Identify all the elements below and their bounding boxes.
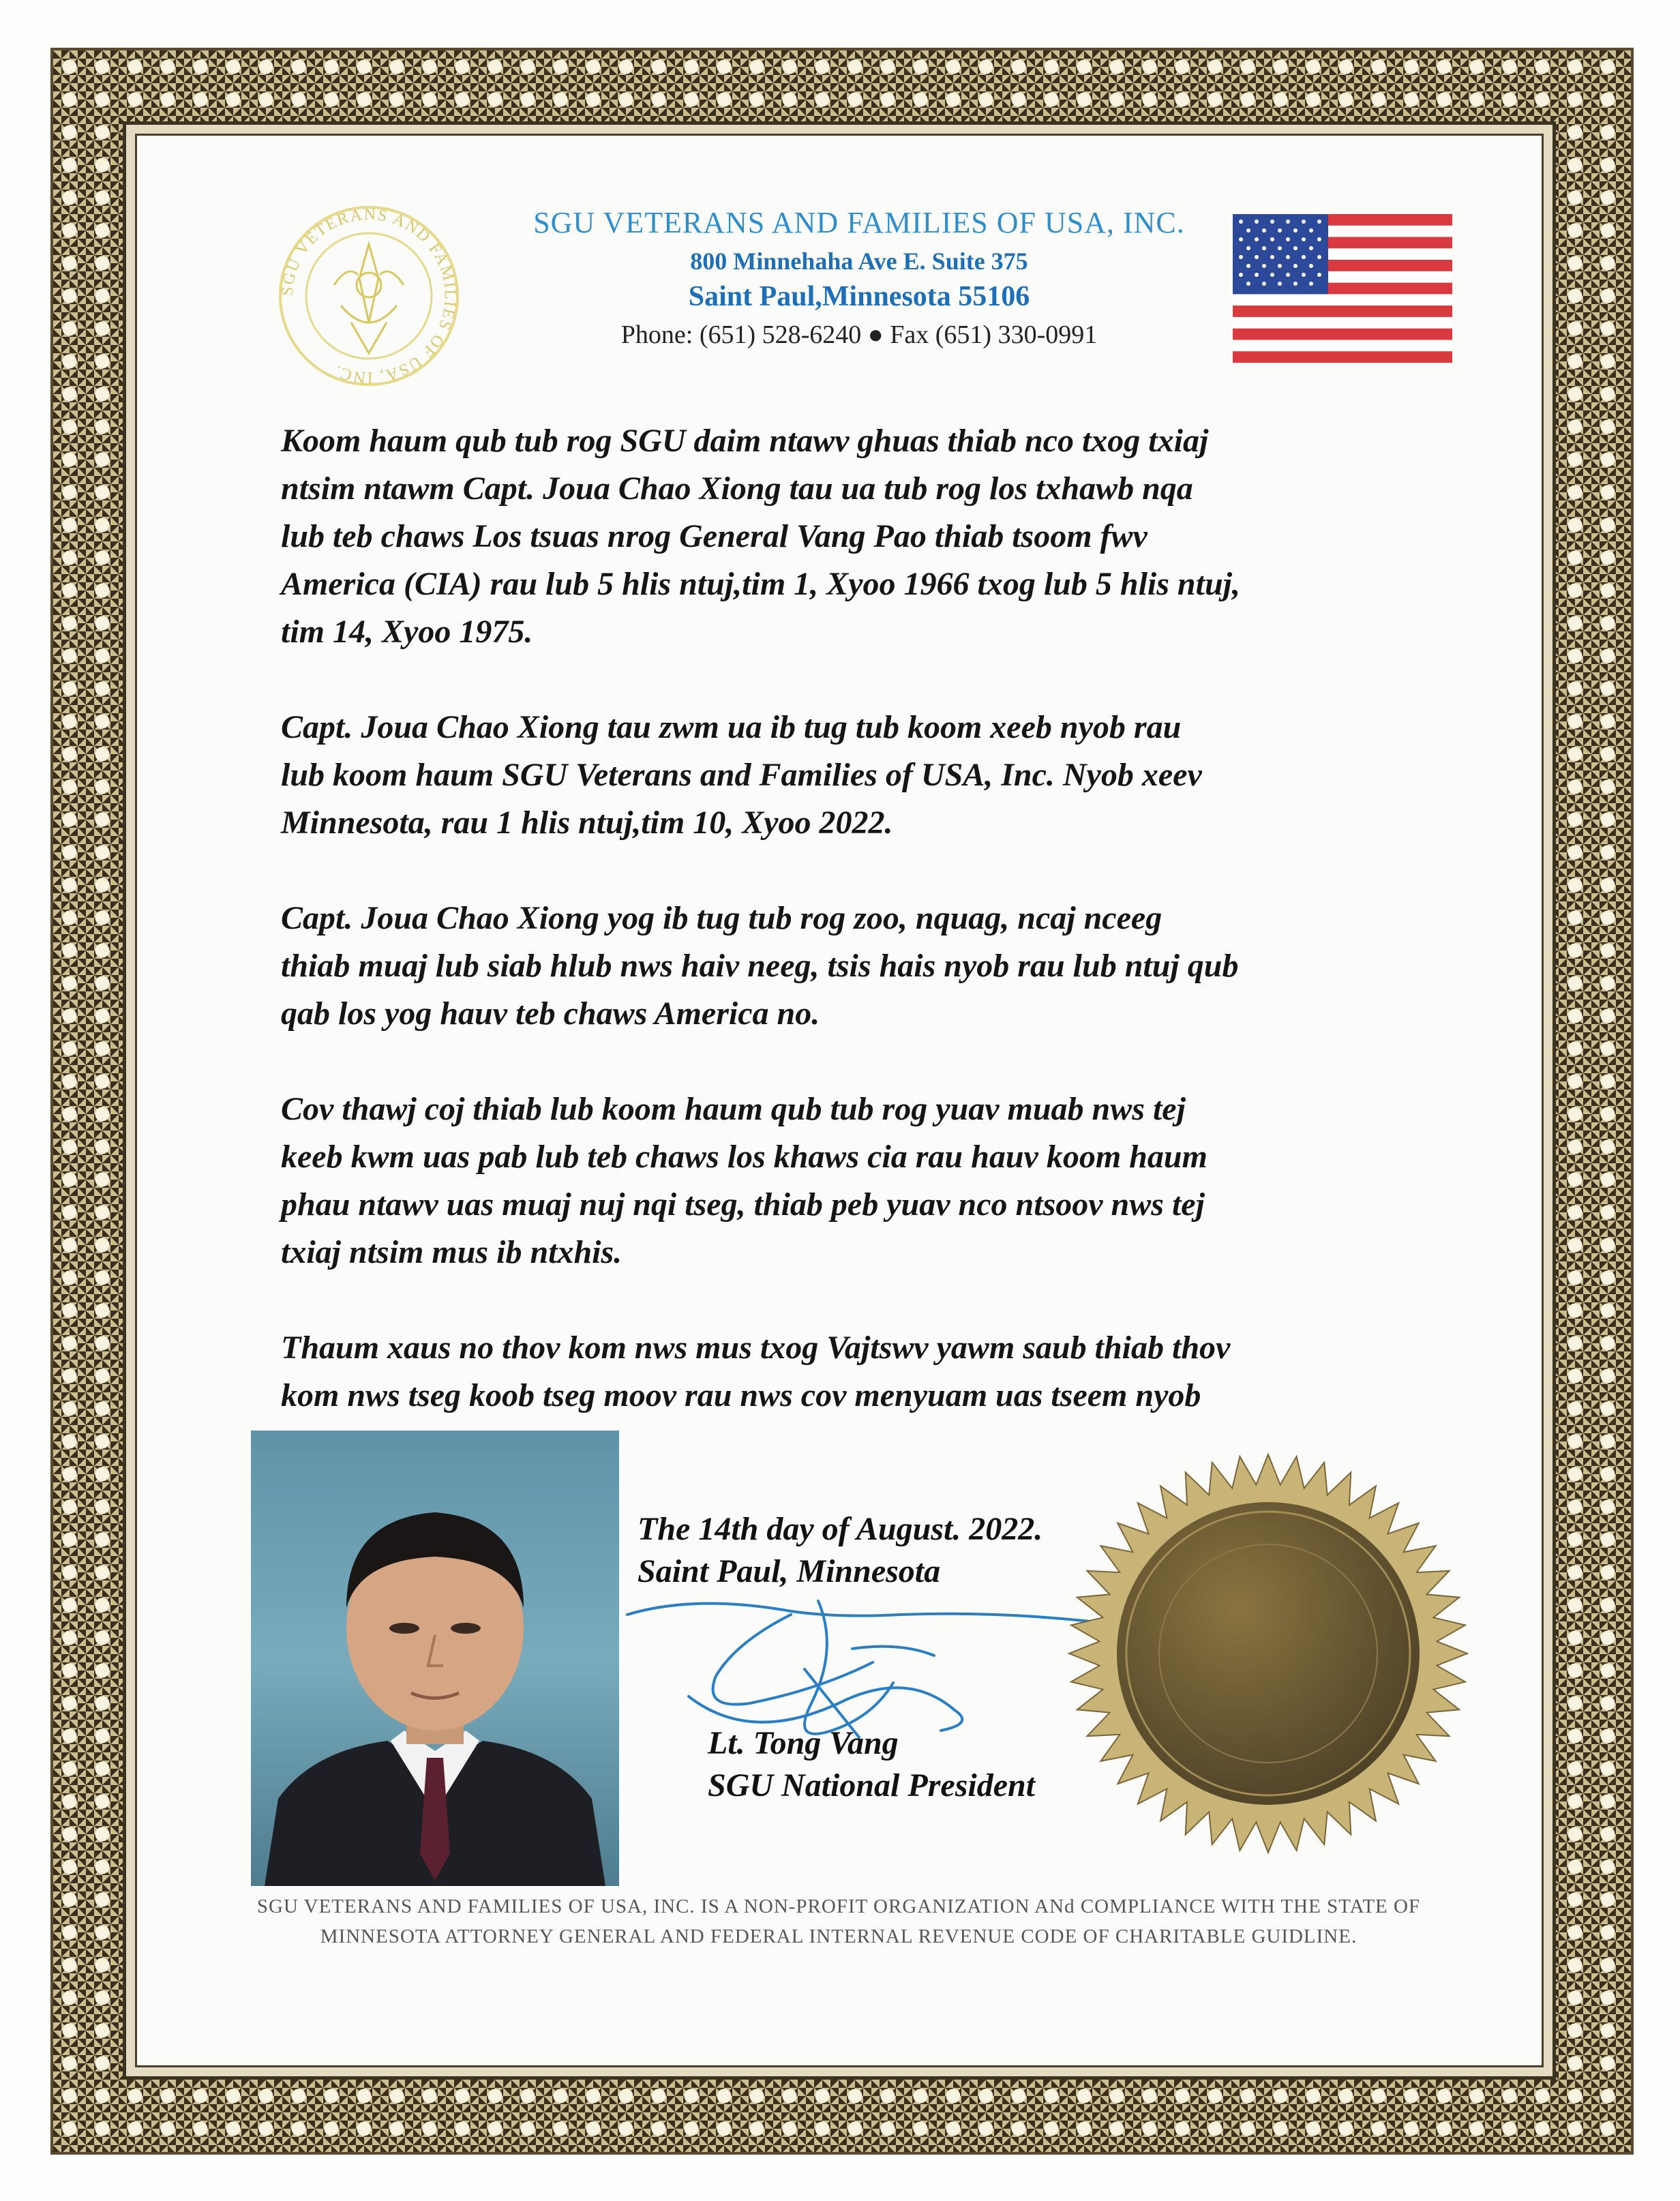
gold-foil-seal bbox=[1067, 1452, 1469, 1855]
body-paragraph: Capt. Joua Chao Xiong yog ib tug tub rog zoo, nquag, ncaj nceeg thiab muaj lub siab hlub nws haiv neeg, tsis hais nyob rau lub ntuj qub qab los yog hauv teb chaws America no. bbox=[281, 900, 1239, 1032]
logo-ring-text: SGU VETERANS AND FAMILIES OF USA, INC. bbox=[278, 205, 460, 387]
org-address-line2: Saint Paul,Minnesota 55106 bbox=[688, 281, 1030, 312]
body-paragraph: Koom haum qub tub rog SGU daim ntawv ghuas thiab nco txog txiaj ntsim ntawm Capt. Joua Chao Xiong tau ua tub rog los txhawb nqa lub teb chaws Los tsuas nrog General Vang Pao thiab tsoom fwv America (CIA) rau lub 5 hlis ntuj,tim 1, Xyoo 1966 txog lub 5 hlis ntuj, tim 14, Xyoo 1975. bbox=[281, 423, 1240, 650]
footer-line2: MINNESOTA ATTORNEY GENERAL AND FEDERAL INTERNAL REVENUE CODE OF CHARITABLE GUIDLINE. bbox=[320, 1926, 1358, 1947]
signatory bbox=[708, 1722, 1062, 1807]
signatory-title: SGU National President bbox=[708, 1767, 1036, 1803]
org-address-line1: 800 Minnehaha Ave E. Suite 375 bbox=[690, 248, 1028, 275]
us-flag-icon bbox=[1233, 214, 1452, 363]
signature-date: The 14th day of August. 2022. bbox=[638, 1511, 1043, 1547]
org-seal-logo bbox=[266, 203, 472, 389]
footer-disclaimer bbox=[225, 1891, 1452, 1951]
body-paragraph: Capt. Joua Chao Xiong tau zwm ua ib tug tub koom xeeb nyob rau lub koom haum SGU Veterans and Families of USA, Inc. Nyob xeev Minnesota, rau 1 hlis ntuj,tim 10, Xyoo 2022. bbox=[281, 709, 1202, 841]
footer-line1: SGU VETERANS AND FAMILIES OF USA, INC. IS A NON-PROFIT ORGANIZATION ANd COMPLIANCE WITH THE STATE OF bbox=[256, 1896, 1421, 1917]
organization-header bbox=[477, 202, 1241, 355]
signature-place: Saint Paul, Minnesota bbox=[638, 1553, 941, 1589]
body-paragraph: Cov thawj coj thiab lub koom haum qub tub rog yuav muab nws tej keeb kwm uas pab lub teb chaws los khaws cia rau hauv koom haum phau ntawv uas muaj nuj nqi tseg, thiab peb yuav nco ntsoov nws tej txiaj ntsim mus ib ntxhis. bbox=[281, 1091, 1208, 1270]
portrait-photo bbox=[251, 1431, 619, 1886]
org-name: SGU VETERANS AND FAMILIES OF USA, INC. bbox=[533, 206, 1185, 239]
body-paragraph: Thaum xaus no thov kom nws mus txog Vajtswv yawm saub thiab thov kom nws tseg koob tseg moov rau nws cov menyuam uas tseem nyob bbox=[281, 1330, 1231, 1413]
signatory-name: Lt. Tong Vang bbox=[708, 1725, 899, 1761]
org-phone-fax: Phone: (651) 528-6240 ● Fax (651) 330-0991 bbox=[620, 320, 1098, 349]
certificate-body bbox=[281, 417, 1467, 1515]
